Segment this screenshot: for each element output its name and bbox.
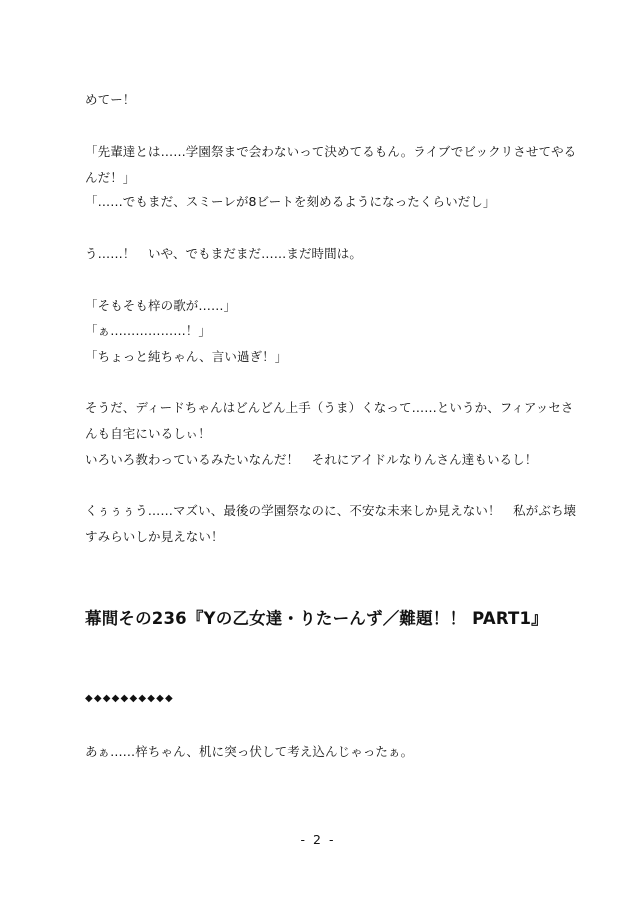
text-line: う……！ いや、でもまだまだ……まだ時間は。 bbox=[85, 246, 362, 261]
text-line: んだ！」 bbox=[85, 170, 136, 185]
text-line: んも自宅にいるしぃ！ bbox=[85, 426, 211, 441]
section-separator: ◆◆◆◆◆◆◆◆◆◆ bbox=[85, 693, 174, 704]
text-line: あぁ……梓ちゃん、机に突っ伏して考え込んじゃったぁ。 bbox=[85, 744, 414, 759]
text-line: 「ちょっと純ちゃん、言い過ぎ！」 bbox=[85, 349, 288, 364]
text-line: 「そもそも梓の歌が……」 bbox=[85, 298, 237, 313]
text-line: すみらいしか見えない！ bbox=[85, 529, 224, 544]
page-number: - 2 - bbox=[300, 832, 336, 847]
text-line: くぅぅぅう……マズい、最後の学園祭なのに、不安な未来しか見えない！ 私がぶち壊 bbox=[85, 503, 577, 518]
text-line: 「先輩達とは……学園祭まで会わないって決めてるもん。ライブでビックリさせてやる bbox=[85, 144, 577, 159]
text-line: めてー！ bbox=[85, 92, 136, 107]
chapter-heading: 幕間その236『Yの乙女達・りたーんず／難題！！ PART1』 bbox=[85, 609, 548, 628]
text-line: 「……でもまだ、スミーレが8ビートを刻めるようになったくらいだし」 bbox=[85, 194, 496, 209]
text-line: そうだ、ディードちゃんはどんどん上手（うま）くなって……というか、フィアッセさ bbox=[85, 400, 574, 415]
text-line: 「ぁ………………！」 bbox=[85, 323, 212, 338]
text-line: いろいろ教わっているみたいなんだ！ それにアイドルなりんさん達もいるし！ bbox=[85, 452, 538, 467]
